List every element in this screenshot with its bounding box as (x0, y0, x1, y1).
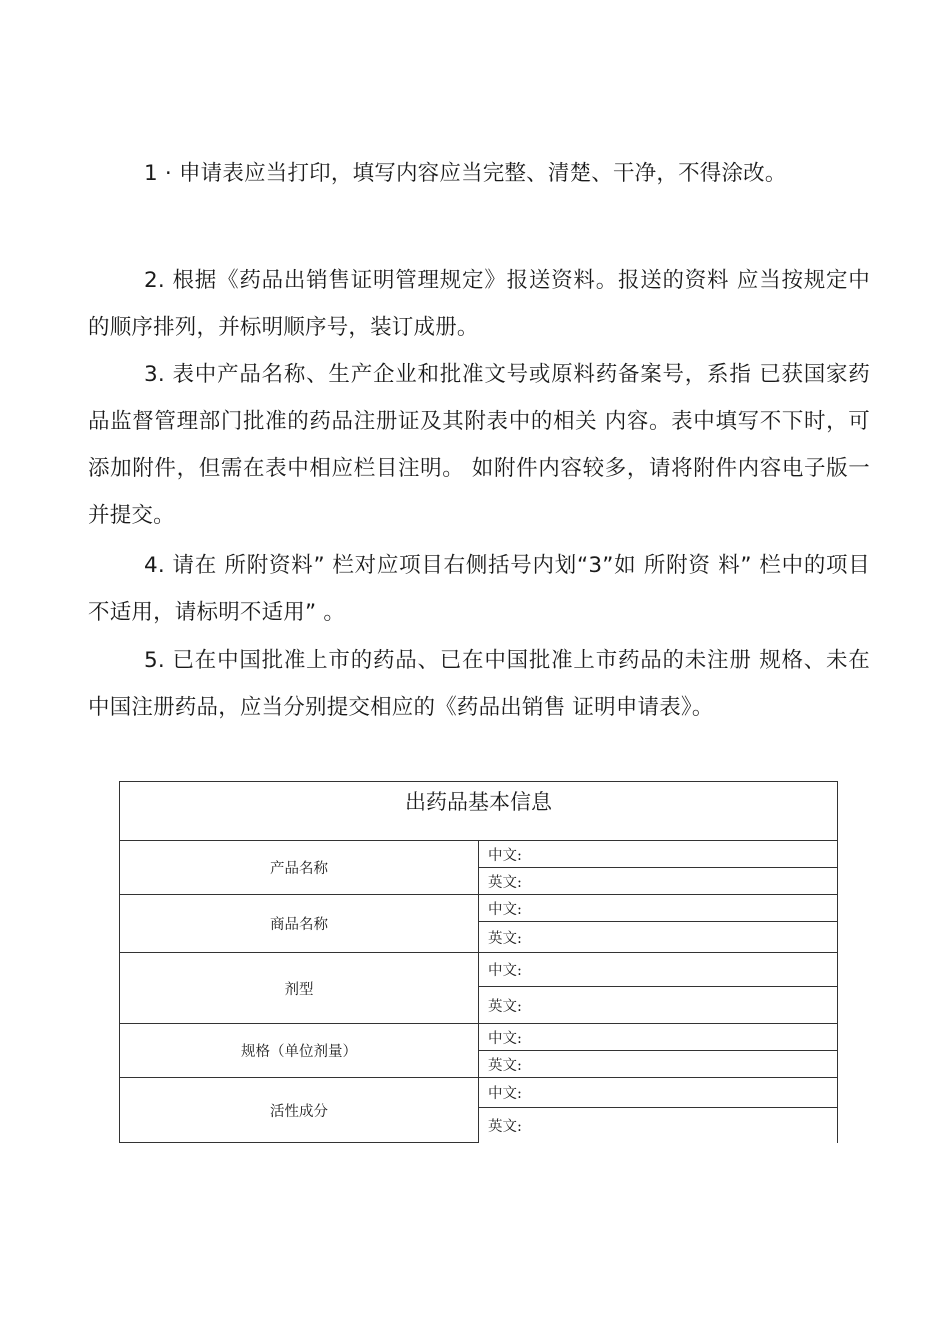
trade-name-cn-field[interactable]: 中文: (479, 895, 838, 922)
trade-name-en-field[interactable]: 英文: (479, 922, 838, 953)
active-ingredient-en-field[interactable]: 英文: (479, 1108, 838, 1143)
instruction-5: 5. 已在中国批准上市的药品、已在中国批准上市药品的未注册 规格、未在中国注册药品，应当分别提交相应的《药品出销售 证明申请表》。 (88, 648, 870, 720)
active-ingredient-cn-field[interactable]: 中文: (479, 1078, 838, 1108)
specification-cn-field[interactable]: 中文: (479, 1024, 838, 1051)
specification-en-field[interactable]: 英文: (479, 1051, 838, 1078)
label-product-name: 产品名称 (120, 841, 479, 895)
product-name-en-field[interactable]: 英文: (479, 868, 838, 895)
label-dosage-form: 剂型 (120, 953, 479, 1024)
product-name-cn-field[interactable]: 中文: (479, 841, 838, 868)
table-title: 出药品基本信息 (120, 782, 838, 841)
dosage-form-en-field[interactable]: 英文: (479, 987, 838, 1024)
label-active-ingredient: 活性成分 (120, 1078, 479, 1143)
instruction-4: 4. 请在 所附资料” 栏对应项目右侧括号内划“3”如 所附资 料” 栏中的项目不适用，请标明不适用” 。 (88, 553, 870, 625)
label-trade-name: 商品名称 (120, 895, 479, 953)
instruction-1: 1 · 申请表应当打印，填写内容应当完整、清楚、干净，不得涂改。 (144, 161, 787, 186)
dosage-form-cn-field[interactable]: 中文: (479, 953, 838, 987)
instruction-2: 2. 根据《药品出销售证明管理规定》报送资料。报送的资料 应当按规定中的顺序排列，并标明顺序号，装订成册。 (88, 268, 870, 340)
label-specification: 规格（单位剂量） (120, 1024, 479, 1078)
instruction-3: 3. 表中产品名称、生产企业和批准文号或原料药备案号，系指 已获国家药品监督管理部门批准的药品注册证及其附表中的相关 内容。表中填写不下时，可添加附件，但需在表中相应栏目注明。 如附件内容较多，请将附件内容电子版一并提交。 (88, 362, 870, 528)
drug-info-table (119, 781, 838, 1143)
